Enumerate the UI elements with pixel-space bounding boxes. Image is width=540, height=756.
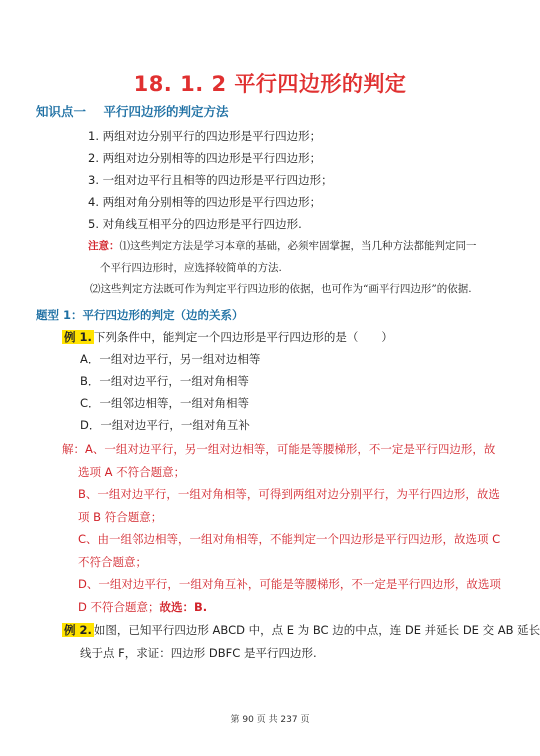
- option-d: D．一组对边平行，一组对角互补: [80, 418, 250, 432]
- solution-choice: 故选：B.: [159, 600, 208, 614]
- option-c: C．一组邻边相等，一组对角相等: [80, 396, 250, 410]
- note-line: [88, 238, 477, 253]
- example2-question: [62, 622, 540, 638]
- solution-line: 项 B 符合题意；: [78, 510, 163, 524]
- knowledge-point-label: 知识点一: [36, 104, 87, 119]
- knowledge-point-title: 平行四边形的判定方法: [103, 104, 229, 119]
- note-label: 注意：: [88, 240, 120, 252]
- knowledge-point-heading: [36, 102, 228, 120]
- solution-line: C、由一组邻边相等，一组对角相等，不能判定一个四边形是平行四边形，故选项 C: [78, 532, 501, 546]
- page-title: 18. 1. 2 平行四边形的判定: [133, 72, 407, 96]
- method-item: 1. 两组对边分别平行的四边形是平行四边形；: [88, 129, 322, 143]
- note-text: ⑴这些判定方法是学习本章的基础，必须牢固掌握，当几种方法都能判定同一: [119, 240, 477, 252]
- method-item: 4. 两组对角分别相等的四边形是平行四边形；: [88, 195, 322, 209]
- note-line: ⑵这些判定方法既可作为判定平行四边形的依据，也可作为“画平行四边形”的依据.: [90, 283, 472, 295]
- solution-line: D、一组对边平行，一组对角互补，可能是等腰梯形，不一定是平行四边形，故选项: [78, 577, 501, 591]
- example1-question: [62, 329, 393, 345]
- example2-text: 如图，已知平行四边形 ABCD 中，点 E 为 BC 边的中点，连 DE 并延长 DE 交 AB 延长: [93, 623, 540, 637]
- note-line: 个平行四边形时，应选择较简单的方法.: [100, 262, 282, 274]
- page-footer: 第 90 页 共 237 页: [230, 715, 310, 725]
- topic-heading: 题型 1：平行四边形的判定（边的关系）: [36, 308, 244, 322]
- example2-tag: 例 2.: [64, 623, 92, 637]
- example2-line: 线于点 F，求证：四边形 DBFC 是平行四边形.: [80, 646, 317, 660]
- solution-line: [78, 599, 207, 615]
- solution-line: 不符合题意；: [78, 555, 147, 569]
- method-item: 5. 对角线互相平分的四边形是平行四边形.: [88, 217, 302, 231]
- solution-line: 解：A、一组对边平行，另一组对边相等，可能是等腰梯形，不一定是平行四边形，故: [62, 442, 496, 456]
- method-item: 2. 两组对边分别相等的四边形是平行四边形；: [88, 151, 322, 165]
- solution-line: 选项 A 不符合题意；: [78, 465, 186, 479]
- option-a: A．一组对边平行，另一组对边相等: [80, 352, 261, 366]
- example1-tag: 例 1.: [64, 330, 92, 344]
- example1-question-text: 下列条件中，能判定一个四边形是平行四边形的是（ ）: [93, 330, 393, 344]
- solution-line: B、一组对边平行，一组对角相等，可得到两组对边分别平行，为平行四边形，故选: [78, 487, 500, 501]
- solution-text: D 不符合题意；: [78, 600, 160, 614]
- method-item: 3. 一组对边平行且相等的四边形是平行四边形；: [88, 173, 333, 187]
- option-b: B．一组对边平行，一组对角相等: [80, 374, 249, 388]
